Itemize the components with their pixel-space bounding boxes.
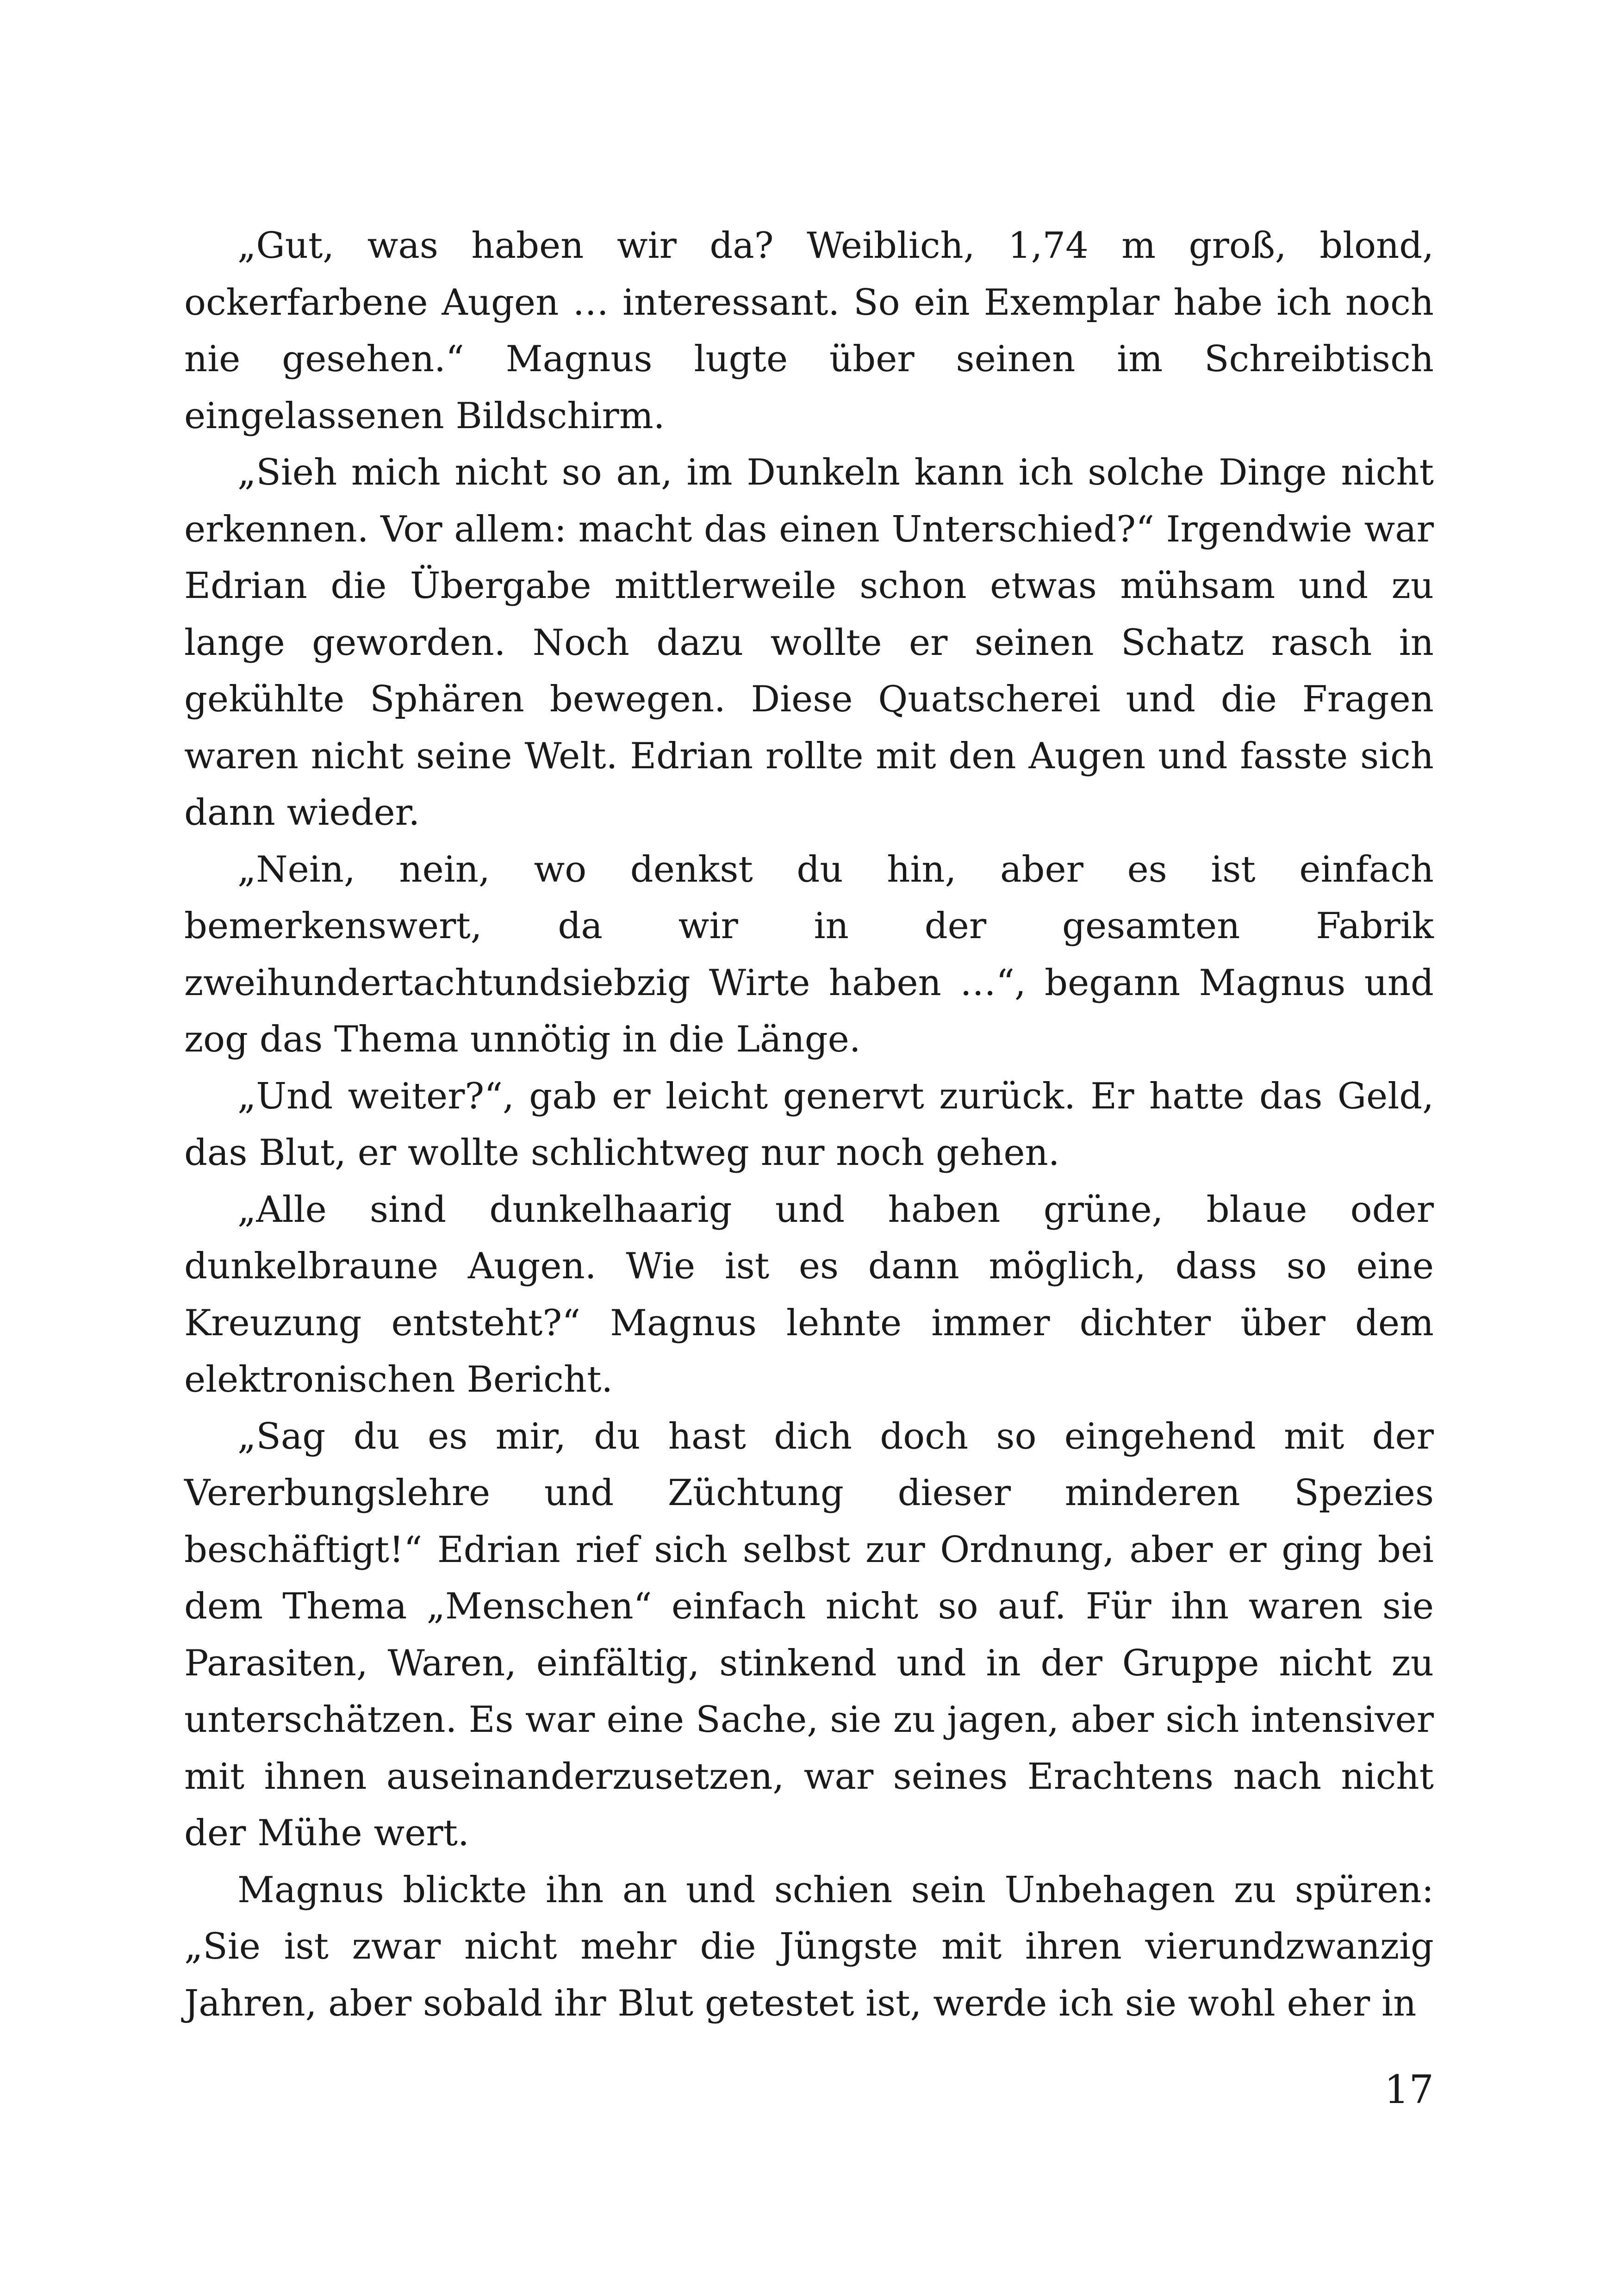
paragraph-7: Magnus blickte ihn an und schien sein Unbehagen zu spüren: „Sie ist zwar nicht mehr die Jüngste mit ihren vierundzwanzig Jahren, aber sobald ihr Blut getestet ist, werde ich sie wohl eher in — [184, 1869, 1434, 2024]
page-number: 17 — [1384, 2067, 1434, 2112]
paragraph-3: „Nein, nein, wo denkst du hin, aber es ist einfach bemerkenswert, da wir in der gesamten Fabrik zweihundertachtundsiebzig Wirte haben …“, begann Magnus und zog das Thema unnötig in die Länge. — [184, 848, 1434, 1060]
body-text — [184, 218, 1434, 2032]
paragraph-4: „Und weiter?“, gab er leicht genervt zurück. Er hatte das Geld, das Blut, er wollte schlichtweg nur noch gehen. — [184, 1075, 1434, 1174]
paragraph-2: „Sieh mich nicht so an, im Dunkeln kann ich solche Dinge nicht erkennen. Vor allem: macht das einen Unterschied?“ Irgendwie war Edrian die Übergabe mittlerweile schon etwas mühsam und zu lange geworden. Noch dazu wollte er seinen Schatz rasch in gekühlte Sphären bewegen. Diese Quatscherei und die Fragen waren nicht seine Welt. Edrian rollte mit den Augen und fasste sich dann wieder. — [184, 452, 1434, 834]
paragraph-1: „Gut, was haben wir da? Weiblich, 1,74 m groß, blond, ockerfarbene Augen … interessant. So ein Exemplar habe ich noch nie gesehen.“ Magnus lugte über seinen im Schreibtisch eingelassenen Bildschirm. — [184, 225, 1434, 437]
paragraph-6: „Sag du es mir, du hast dich doch so eingehend mit der Vererbungslehre und Züchtung dieser minderen Spezies beschäftigt!“ Edrian rief sich selbst zur Ordnung, aber er ging bei dem Thema „Menschen“ einfach nicht so auf. Für ihn waren sie Parasiten, Waren, einfältig, stinkend und in der Gruppe nicht zu unterschätzen. Es war eine Sache, sie zu jagen, aber sich intensiver mit ihnen auseinanderzusetzen, war seines Erachtens nach nicht der Mühe wert. — [184, 1415, 1434, 1854]
paragraph-5: „Alle sind dunkelhaarig und haben grüne, blaue oder dunkelbraune Augen. Wie ist es dann möglich, dass so eine Kreuzung entsteht?“ Magnus lehnte immer dichter über dem elektronischen Bericht. — [184, 1188, 1434, 1400]
